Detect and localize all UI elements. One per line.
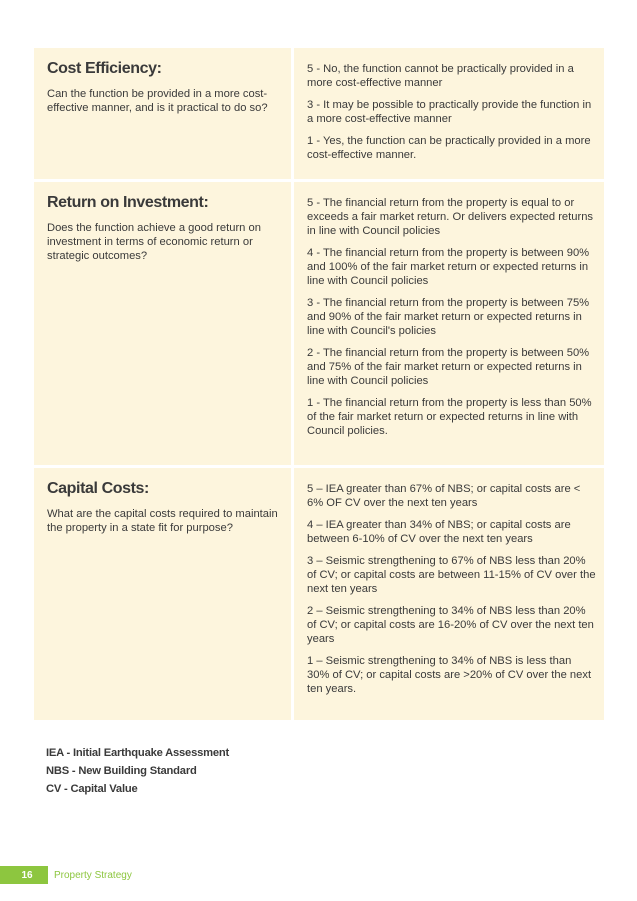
criteria-description-cell xyxy=(34,182,291,465)
criteria-question: What are the capital costs required to maintain the property in a state fit for purpose? xyxy=(47,508,278,534)
score-option: 5 - The financial return from the property is equal to or exceeds a fair market return. Or delivers expected returns in line with Council policies xyxy=(307,197,594,237)
criteria-table xyxy=(34,48,604,723)
score-option: 3 - The financial return from the property is between 75% and 90% of the fair market return or expected returns in line with Council's policies xyxy=(307,297,590,337)
legend-item: CV - Capital Value xyxy=(46,783,138,795)
criteria-row-return-on-investment xyxy=(34,182,604,465)
criteria-heading: Return on Investment: xyxy=(47,194,209,211)
criteria-question: Does the function achieve a good return on investment in terms of economic return or strategic outcomes? xyxy=(47,222,261,262)
criteria-description-cell xyxy=(34,48,291,179)
criteria-heading: Cost Efficiency: xyxy=(47,60,162,77)
criteria-row-cost-efficiency xyxy=(34,48,604,179)
score-option: 2 – Seismic strengthening to 34% of NBS less than 20% of CV; or capital costs are 16-20% of CV over the next ten years xyxy=(307,605,594,645)
score-option: 3 - It may be possible to practically provide the function in a more cost-effective manner xyxy=(307,99,592,125)
score-option: 1 - The financial return from the property is less than 50% of the fair market return or expected returns in line with Council policies. xyxy=(307,397,592,437)
legend-item: IEA - Initial Earthquake Assessment xyxy=(46,747,230,759)
abbreviation-legend xyxy=(46,744,229,798)
document-title: Property Strategy xyxy=(54,869,132,881)
page-footer xyxy=(0,866,132,884)
criteria-row-capital-costs xyxy=(34,468,604,720)
criteria-scores-cell xyxy=(294,468,604,720)
score-option: 2 - The financial return from the property is between 50% and 75% of the fair market return or expected returns in line with Council policies xyxy=(307,347,590,387)
criteria-scores-cell xyxy=(294,48,604,179)
score-option: 3 – Seismic strengthening to 67% of NBS less than 20% of CV; or capital costs are between 11-15% of CV over the next ten years xyxy=(307,555,596,595)
score-option: 5 – IEA greater than 67% of NBS; or capital costs are < 6% OF CV over the next ten years xyxy=(307,483,581,509)
criteria-description-cell xyxy=(34,468,291,720)
criteria-heading: Capital Costs: xyxy=(47,480,149,497)
score-option: 4 - The financial return from the property is between 90% and 100% of the fair market return or expected returns in line with Council policies xyxy=(307,247,590,287)
criteria-question: Can the function be provided in a more cost-effective manner, and is it practical to do so? xyxy=(47,88,268,114)
score-option: 1 - Yes, the function can be practically provided in a more cost-effective manner. xyxy=(307,135,591,161)
score-option: 5 - No, the function cannot be practically provided in a more cost-effective manner xyxy=(307,63,574,89)
page-number: 16 xyxy=(0,866,48,884)
score-option: 4 – IEA greater than 34% of NBS; or capital costs are between 6-10% of CV over the next ten years xyxy=(307,519,571,545)
criteria-scores-cell xyxy=(294,182,604,465)
score-option: 1 – Seismic strengthening to 34% of NBS is less than 30% of CV; or capital costs are >20% of CV over the next ten years. xyxy=(307,655,592,695)
legend-item: NBS - New Building Standard xyxy=(46,765,197,777)
